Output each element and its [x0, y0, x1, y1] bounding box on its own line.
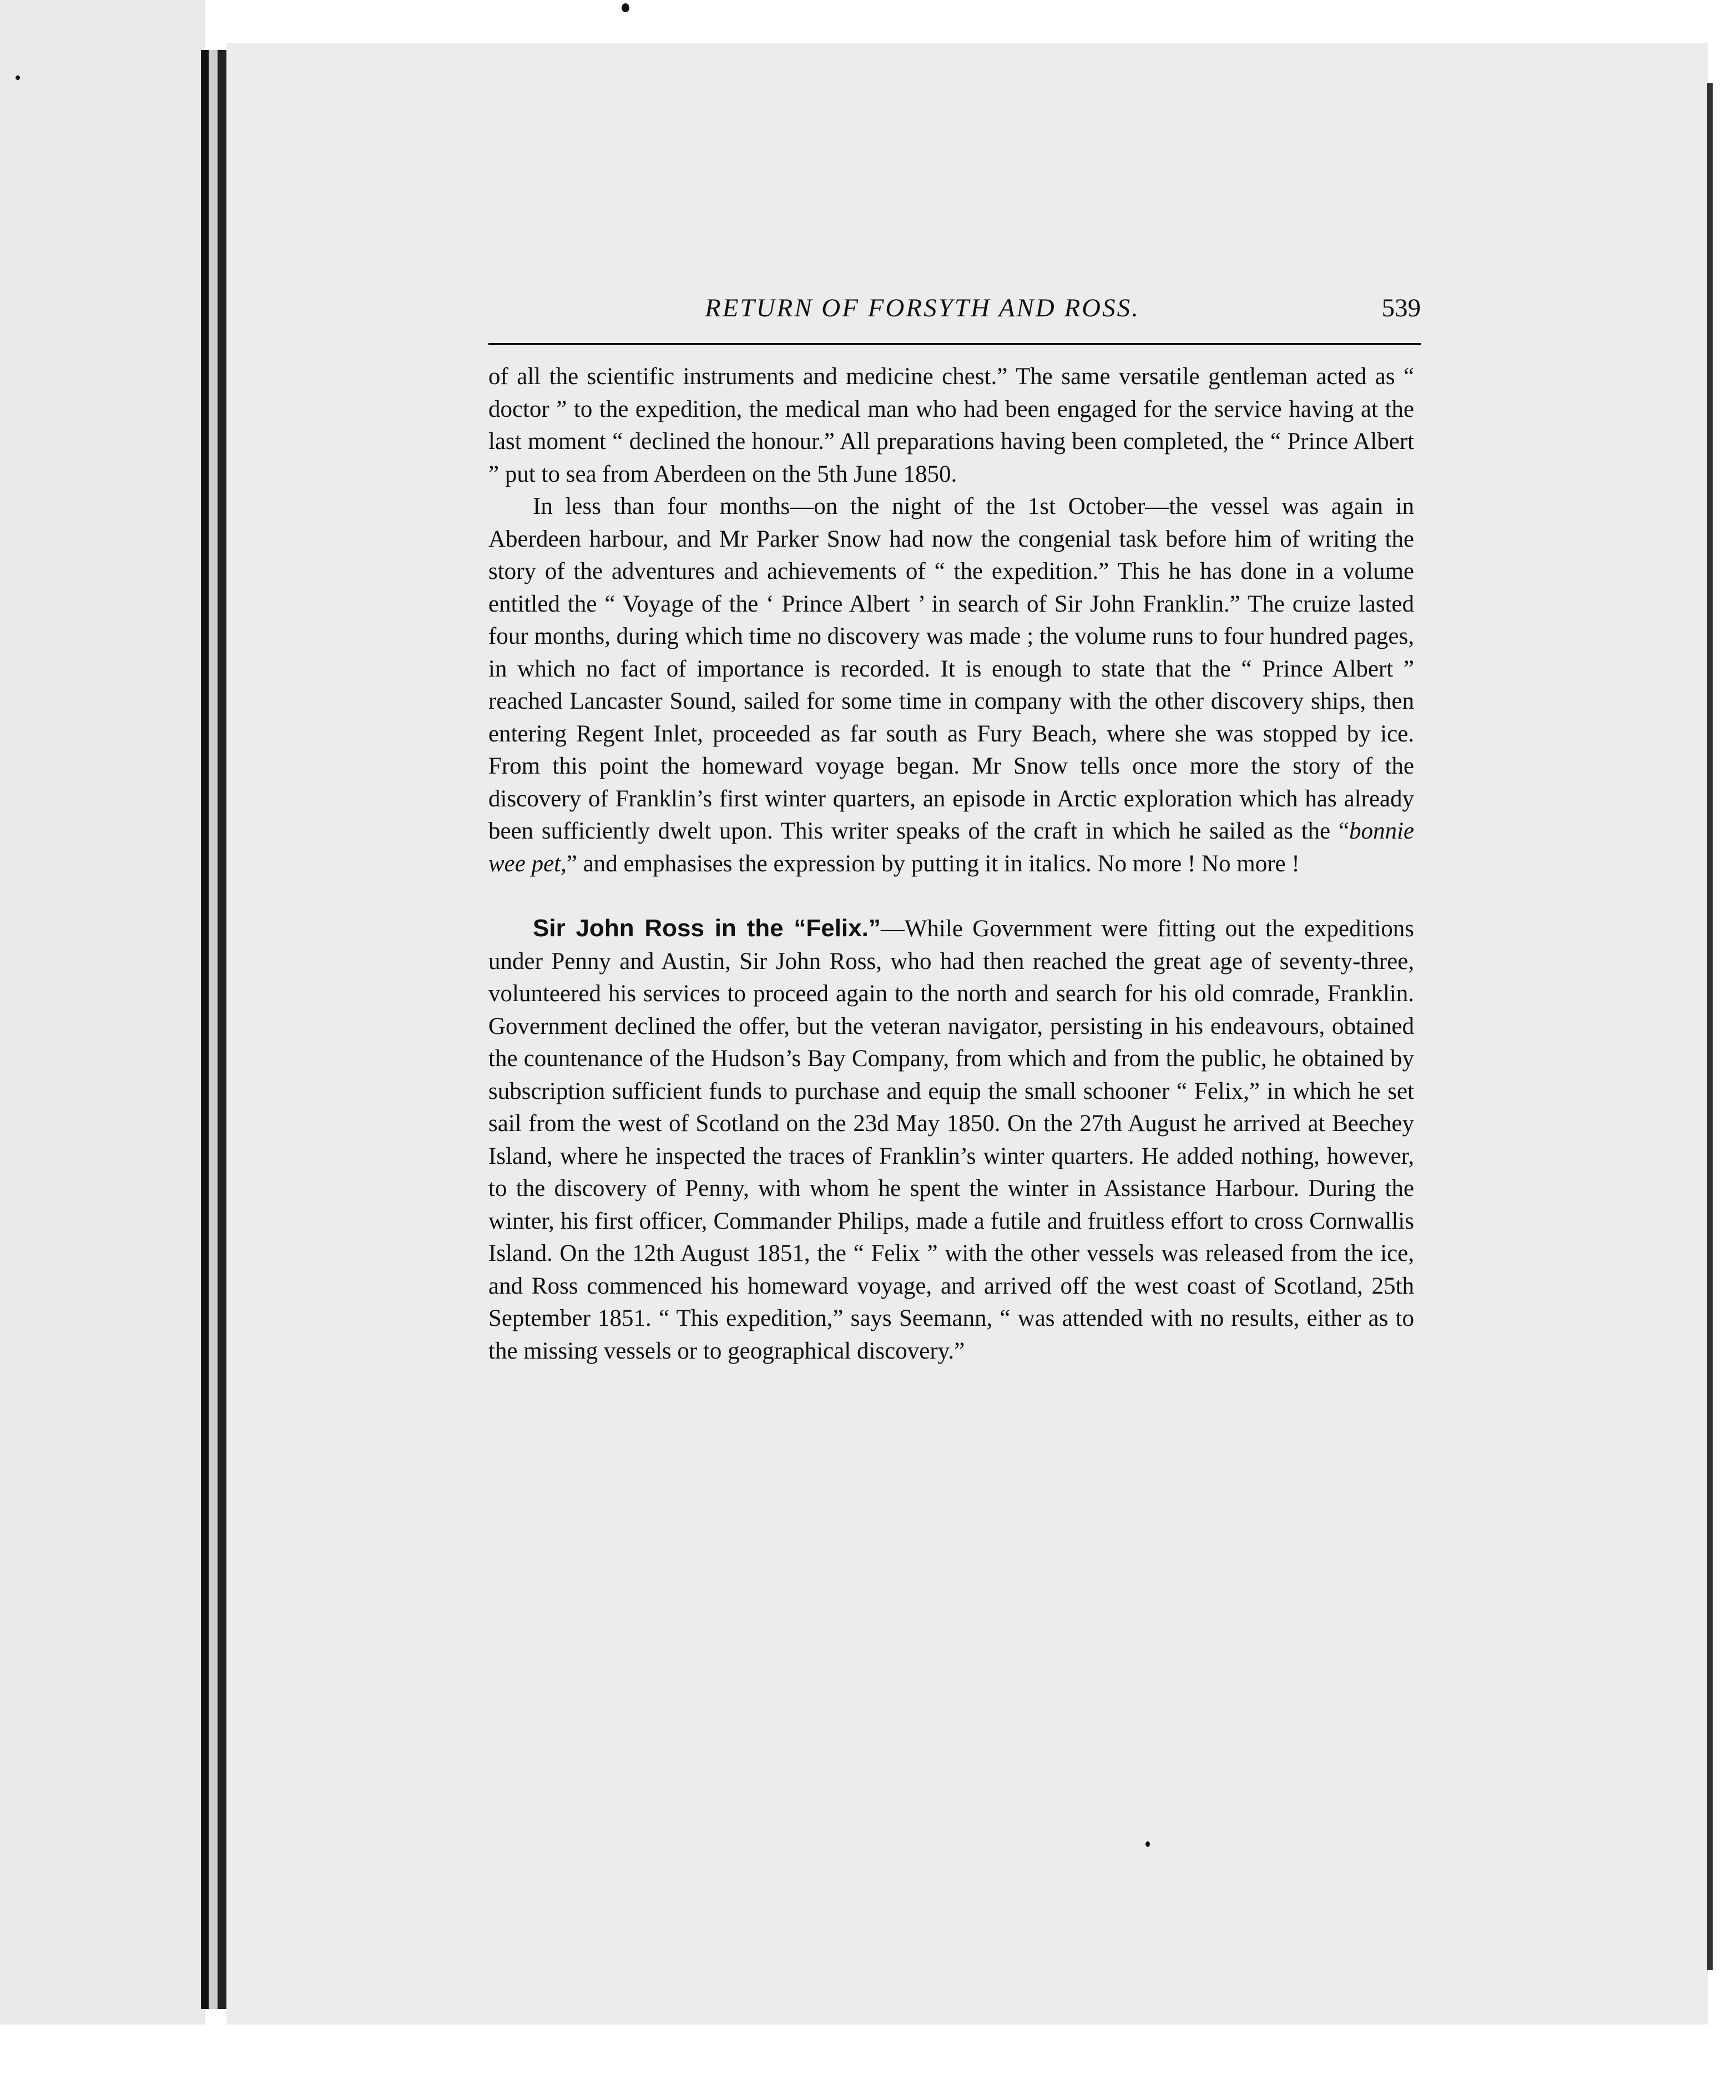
- paragraph-text-end: ” and emphasises the expression by putting it in italics. No more ! No more !: [566, 850, 1300, 877]
- binding-gutter: [201, 50, 209, 2009]
- gutter-shadow: [209, 50, 218, 2009]
- print-speck: [1145, 1841, 1150, 1847]
- facing-page-edge: [0, 0, 205, 2100]
- paragraph-prince-albert: [488, 491, 1414, 880]
- paragraph-text: —While Government were fitting out the expeditions under Penny and Austin, Sir John Ross, who had then reached the great age of seventy-three, volunteered his services to proceed again to the north and search for his old comrade, Franklin. Government declined the offer, but the veteran navigator, persisting in his endeavours, obtained the countenance of the Hudson’s Bay Company, from which and from the public, he obtained by subscription sufficient funds to purchase and equip the small schooner “ Felix,” in which he set sail from the west of Scotland on the 23d May 1850. On the 27th August he arrived at Beechey Island, where he inspected the traces of Franklin’s winter quarters. He added nothing, however, to the discovery of Penny, with whom he spent the winter in Assistance Harbour. During the winter, his first officer, Commander Philips, made a futile and fruitless effort to cross Cornwallis Island. On the 12th August 1851, the “ Felix ” with the other vessels was released from the ice, and Ross commenced his homeward voyage, and arrived off the west coast of Scotland, 25th September 1851. “ This expedition,” says Seemann, “ was attended with no results, either as to the missing vessels or to geographical discovery.”: [488, 916, 1414, 1364]
- scan-bottom-margin: [0, 2025, 1736, 2100]
- print-speck: [16, 75, 20, 80]
- running-title: RETURN OF FORSYTH AND ROSS.: [705, 294, 1140, 322]
- print-speck: [622, 3, 629, 12]
- header-rule: [488, 343, 1421, 345]
- page-number: 539: [1381, 294, 1421, 322]
- page-outer-edge: [1707, 83, 1713, 1970]
- page-inner-edge: [218, 50, 226, 2009]
- paragraph-text: In less than four months—on the night of the 1st October—the vessel was again in Aberdeen harbour, and Mr Parker Snow had now the congenial task before him of writing the story of the adventures and achievements of “ the expedition.” This he has done in a volume entitled the “ Voyage of the ‘ Prince Albert ’ in search of Sir John Franklin.” The cruize lasted four months, during which time no discovery was made ; the volume runs to four hundred pages, in which no fact of importance is recorded. It is enough to state that the “ Prince Albert ” reached Lancaster Sound, sailed for some time in company with the other discovery ships, then entering Regent Inlet, proceeded as far south as Fury Beach, where she was stopped by ice. From this point the homeward voyage began. Mr Snow tells once more the story of the discovery of Franklin’s first winter quarters, an episode in Arctic exploration which has already been sufficiently dwelt upon. This writer speaks of the craft in which he sailed as the “: [488, 493, 1414, 844]
- page-header: [488, 293, 1421, 332]
- italic-quote: bonnie wee pet,: [488, 818, 1414, 877]
- paragraph-sir-john-ross: [488, 912, 1414, 1367]
- paragraph-continued: of all the scientific instruments and medicine chest.” The same versatile gentleman acted as “ doctor ” to the expedition, the medical man who had been engaged for the service having at the last moment “ declined the honour.” All preparations having been completed, the “ Prince Albert ” put to sea from Aberdeen on the 5th June 1850.: [488, 364, 1414, 487]
- page-body: [488, 361, 1414, 1367]
- section-side-heading: Sir John Ross in the “Felix.”: [533, 915, 881, 942]
